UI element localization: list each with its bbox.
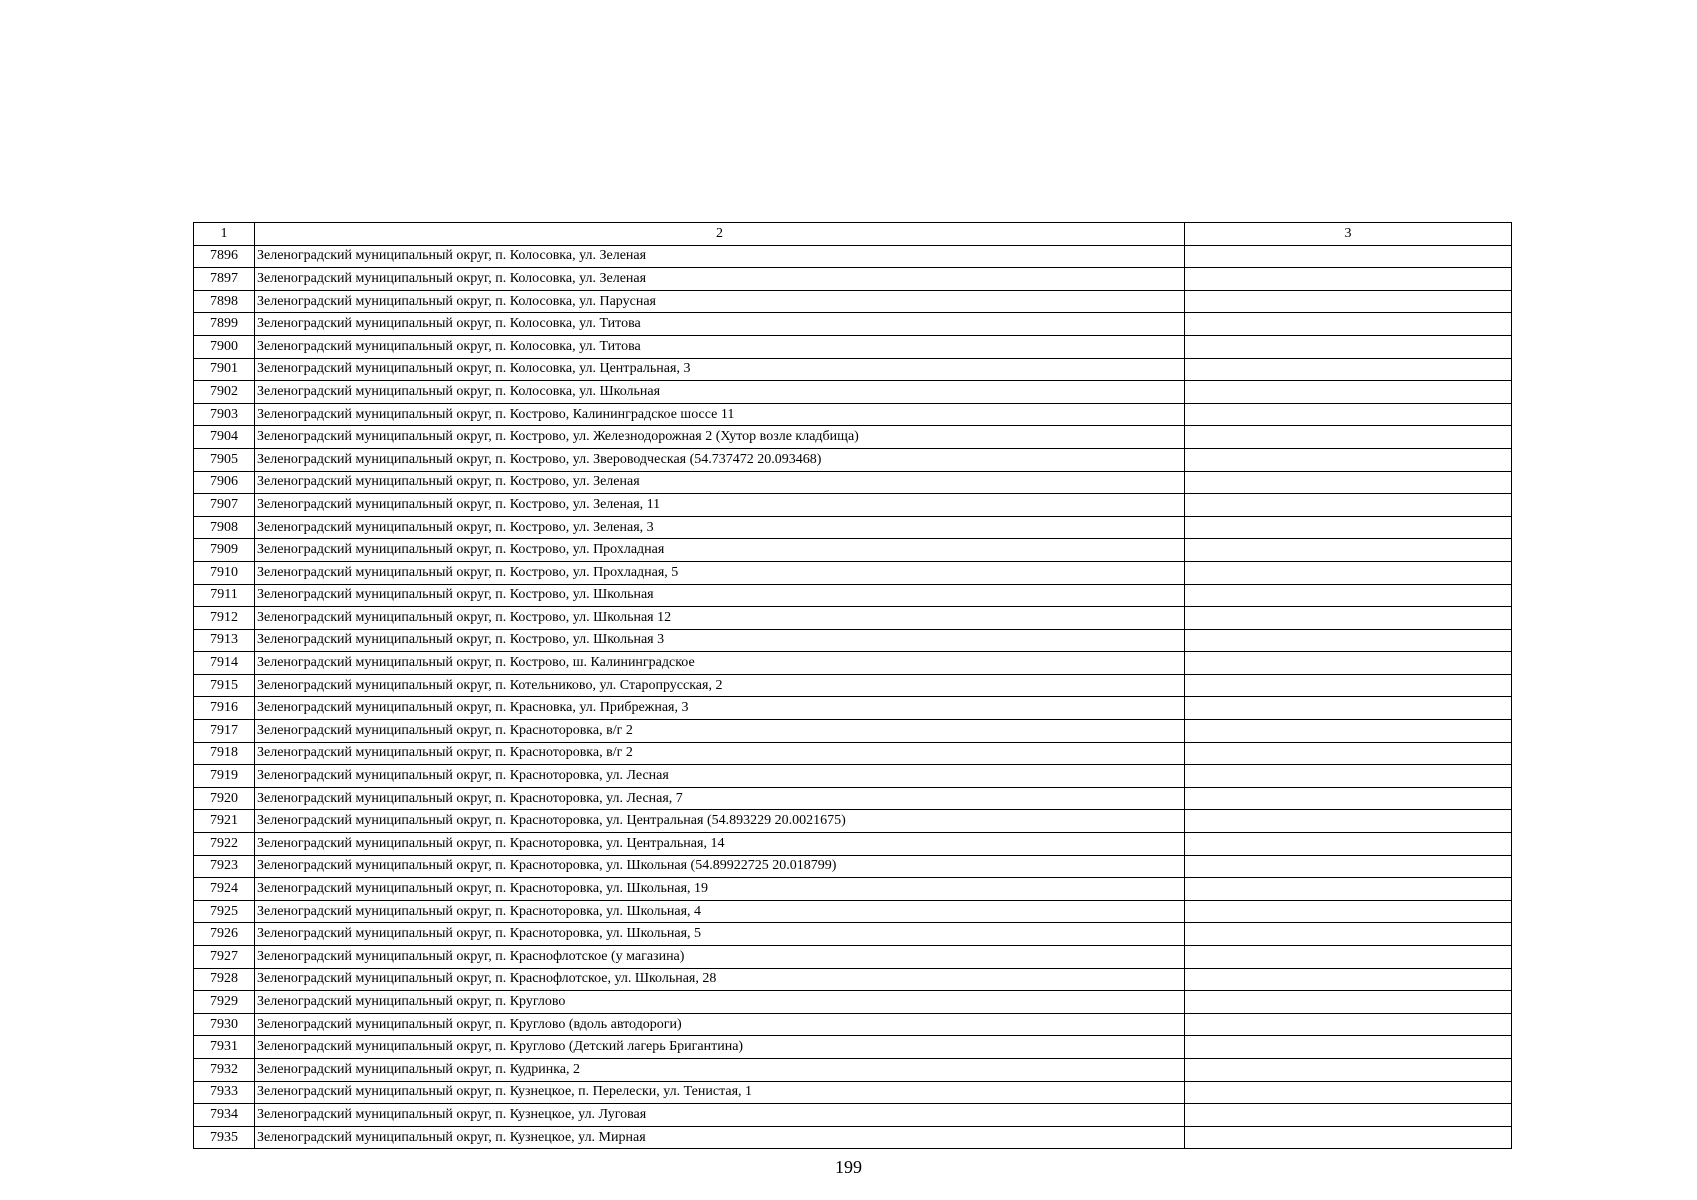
table-row: [194, 471, 1512, 494]
address-cell: Зеленоградский муниципальный округ, п. Кострово, ул. Железнодорожная 2 (Хутор возле кладбища): [255, 426, 1185, 449]
note-cell: [1185, 900, 1512, 923]
note-cell: [1185, 742, 1512, 765]
address-table: [193, 222, 1512, 1149]
row-number: 7913: [194, 629, 255, 652]
table-row: [194, 539, 1512, 562]
table-row: [194, 290, 1512, 313]
address-cell: Зеленоградский муниципальный округ, п. Краснофлотское, ул. Школьная, 28: [255, 968, 1185, 991]
address-cell: Зеленоградский муниципальный округ, п. Красновка, ул. Прибрежная, 3: [255, 697, 1185, 720]
row-number: 7898: [194, 290, 255, 313]
address-cell: Зеленоградский муниципальный округ, п. Кострово, ул. Школьная: [255, 584, 1185, 607]
row-number: 7924: [194, 878, 255, 901]
table-row: [194, 358, 1512, 381]
row-number: 7927: [194, 946, 255, 969]
note-cell: [1185, 765, 1512, 788]
column-header-3: 3: [1185, 223, 1512, 246]
table-row: [194, 1013, 1512, 1036]
note-cell: [1185, 1104, 1512, 1127]
row-number: 7907: [194, 494, 255, 517]
table-row: [194, 652, 1512, 675]
note-cell: [1185, 1058, 1512, 1081]
note-cell: [1185, 923, 1512, 946]
address-cell: Зеленоградский муниципальный округ, п. Кострово, ш. Калининградское: [255, 652, 1185, 675]
address-cell: Зеленоградский муниципальный округ, п. Красноторовка, в/г 2: [255, 720, 1185, 743]
row-number: 7908: [194, 516, 255, 539]
row-number: 7905: [194, 448, 255, 471]
note-cell: [1185, 787, 1512, 810]
row-number: 7933: [194, 1081, 255, 1104]
note-cell: [1185, 516, 1512, 539]
row-number: 7931: [194, 1036, 255, 1059]
address-cell: Зеленоградский муниципальный округ, п. Кострово, Калининградское шоссе 11: [255, 403, 1185, 426]
note-cell: [1185, 268, 1512, 291]
table-row: [194, 742, 1512, 765]
table-row: [194, 561, 1512, 584]
note-cell: [1185, 652, 1512, 675]
table-row: [194, 968, 1512, 991]
row-number: 7915: [194, 674, 255, 697]
address-cell: Зеленоградский муниципальный округ, п. Кудринка, 2: [255, 1058, 1185, 1081]
table-row: [194, 494, 1512, 517]
address-cell: Зеленоградский муниципальный округ, п. Круглово: [255, 991, 1185, 1014]
table-row: [194, 426, 1512, 449]
row-number: 7917: [194, 720, 255, 743]
table-row: [194, 448, 1512, 471]
table-row: [194, 1081, 1512, 1104]
table-row: [194, 833, 1512, 856]
row-number: 7919: [194, 765, 255, 788]
note-cell: [1185, 1081, 1512, 1104]
note-cell: [1185, 810, 1512, 833]
row-number: 7916: [194, 697, 255, 720]
address-cell: Зеленоградский муниципальный округ, п. Кострово, ул. Школьная 12: [255, 607, 1185, 630]
row-number: 7910: [194, 561, 255, 584]
note-cell: [1185, 358, 1512, 381]
row-number: 7926: [194, 923, 255, 946]
note-cell: [1185, 878, 1512, 901]
address-cell: Зеленоградский муниципальный округ, п. Круглово (Детский лагерь Бригантина): [255, 1036, 1185, 1059]
row-number: 7930: [194, 1013, 255, 1036]
note-cell: [1185, 403, 1512, 426]
column-header-2: 2: [255, 223, 1185, 246]
note-cell: [1185, 833, 1512, 856]
note-cell: [1185, 946, 1512, 969]
address-cell: Зеленоградский муниципальный округ, п. Колосовка, ул. Зеленая: [255, 268, 1185, 291]
note-cell: [1185, 471, 1512, 494]
table-row: [194, 765, 1512, 788]
note-cell: [1185, 313, 1512, 336]
table-row: [194, 991, 1512, 1014]
note-cell: [1185, 629, 1512, 652]
address-cell: Зеленоградский муниципальный округ, п. Кузнецкое, п. Перелески, ул. Тенистая, 1: [255, 1081, 1185, 1104]
table-row: [194, 923, 1512, 946]
note-cell: [1185, 290, 1512, 313]
note-cell: [1185, 1036, 1512, 1059]
table-row: [194, 1104, 1512, 1127]
note-cell: [1185, 991, 1512, 1014]
note-cell: [1185, 245, 1512, 268]
table-row: [194, 1126, 1512, 1149]
note-cell: [1185, 426, 1512, 449]
row-number: 7923: [194, 855, 255, 878]
table-row: [194, 607, 1512, 630]
address-cell: Зеленоградский муниципальный округ, п. Колосовка, ул. Титова: [255, 335, 1185, 358]
address-cell: Зеленоградский муниципальный округ, п. Кострово, ул. Прохладная: [255, 539, 1185, 562]
address-cell: Зеленоградский муниципальный округ, п. Котельниково, ул. Старопрусская, 2: [255, 674, 1185, 697]
row-number: 7909: [194, 539, 255, 562]
address-cell: Зеленоградский муниципальный округ, п. Колосовка, ул. Титова: [255, 313, 1185, 336]
address-cell: Зеленоградский муниципальный округ, п. Колосовка, ул. Центральная, 3: [255, 358, 1185, 381]
page-number: 199: [835, 1157, 862, 1177]
address-cell: Зеленоградский муниципальный округ, п. Круглово (вдоль автодороги): [255, 1013, 1185, 1036]
note-cell: [1185, 674, 1512, 697]
table-row: [194, 403, 1512, 426]
note-cell: [1185, 448, 1512, 471]
address-cell: Зеленоградский муниципальный округ, п. Красноторовка, ул. Центральная, 14: [255, 833, 1185, 856]
row-number: 7932: [194, 1058, 255, 1081]
row-number: 7921: [194, 810, 255, 833]
row-number: 7929: [194, 991, 255, 1014]
address-cell: Зеленоградский муниципальный округ, п. Краснофлотское (у магазина): [255, 946, 1185, 969]
table-row: [194, 787, 1512, 810]
row-number: 7903: [194, 403, 255, 426]
table-header-row: [194, 223, 1512, 246]
note-cell: [1185, 855, 1512, 878]
row-number: 7912: [194, 607, 255, 630]
address-cell: Зеленоградский муниципальный округ, п. Красноторовка, ул. Лесная, 7: [255, 787, 1185, 810]
table-row: [194, 381, 1512, 404]
address-cell: Зеленоградский муниципальный округ, п. Красноторовка, ул. Школьная (54.89922725 20.018799): [255, 855, 1185, 878]
row-number: 7899: [194, 313, 255, 336]
note-cell: [1185, 720, 1512, 743]
column-header-1: 1: [194, 223, 255, 246]
note-cell: [1185, 335, 1512, 358]
note-cell: [1185, 1126, 1512, 1149]
table-row: [194, 313, 1512, 336]
table-row: [194, 584, 1512, 607]
address-cell: Зеленоградский муниципальный округ, п. Кострово, ул. Зеленая: [255, 471, 1185, 494]
note-cell: [1185, 1013, 1512, 1036]
row-number: 7900: [194, 335, 255, 358]
address-cell: Зеленоградский муниципальный округ, п. Кострово, ул. Зеленая, 3: [255, 516, 1185, 539]
row-number: 7901: [194, 358, 255, 381]
table-row: [194, 268, 1512, 291]
table-row: [194, 629, 1512, 652]
row-number: 7925: [194, 900, 255, 923]
address-cell: Зеленоградский муниципальный округ, п. Кострово, ул. Зеленая, 11: [255, 494, 1185, 517]
address-cell: Зеленоградский муниципальный округ, п. Колосовка, ул. Школьная: [255, 381, 1185, 404]
address-cell: Зеленоградский муниципальный округ, п. Красноторовка, ул. Центральная (54.893229 20.0021675): [255, 810, 1185, 833]
row-number: 7934: [194, 1104, 255, 1127]
row-number: 7906: [194, 471, 255, 494]
address-cell: Зеленоградский муниципальный округ, п. Красноторовка, ул. Школьная, 19: [255, 878, 1185, 901]
note-cell: [1185, 968, 1512, 991]
table-row: [194, 1036, 1512, 1059]
address-cell: Зеленоградский муниципальный округ, п. Кузнецкое, ул. Мирная: [255, 1126, 1185, 1149]
address-cell: Зеленоградский муниципальный округ, п. Колосовка, ул. Парусная: [255, 290, 1185, 313]
table-row: [194, 674, 1512, 697]
note-cell: [1185, 494, 1512, 517]
note-cell: [1185, 697, 1512, 720]
table-row: [194, 720, 1512, 743]
table-row: [194, 900, 1512, 923]
row-number: 7896: [194, 245, 255, 268]
row-number: 7935: [194, 1126, 255, 1149]
table-body: [194, 245, 1512, 1149]
table-row: [194, 946, 1512, 969]
row-number: 7897: [194, 268, 255, 291]
address-cell: Зеленоградский муниципальный округ, п. Колосовка, ул. Зеленая: [255, 245, 1185, 268]
row-number: 7914: [194, 652, 255, 675]
address-cell: Зеленоградский муниципальный округ, п. Кузнецкое, ул. Луговая: [255, 1104, 1185, 1127]
note-cell: [1185, 607, 1512, 630]
note-cell: [1185, 381, 1512, 404]
address-cell: Зеленоградский муниципальный округ, п. Красноторовка, в/г 2: [255, 742, 1185, 765]
address-cell: Зеленоградский муниципальный округ, п. Кострово, ул. Школьная 3: [255, 629, 1185, 652]
table-row: [194, 878, 1512, 901]
table-row: [194, 855, 1512, 878]
row-number: 7911: [194, 584, 255, 607]
address-cell: Зеленоградский муниципальный округ, п. Кострово, ул. Прохладная, 5: [255, 561, 1185, 584]
table-row: [194, 810, 1512, 833]
row-number: 7902: [194, 381, 255, 404]
table-row: [194, 335, 1512, 358]
address-cell: Зеленоградский муниципальный округ, п. Красноторовка, ул. Лесная: [255, 765, 1185, 788]
row-number: 7922: [194, 833, 255, 856]
note-cell: [1185, 561, 1512, 584]
table-row: [194, 697, 1512, 720]
note-cell: [1185, 584, 1512, 607]
row-number: 7918: [194, 742, 255, 765]
table-row: [194, 516, 1512, 539]
table-row: [194, 245, 1512, 268]
note-cell: [1185, 539, 1512, 562]
table-row: [194, 1058, 1512, 1081]
row-number: 7920: [194, 787, 255, 810]
address-cell: Зеленоградский муниципальный округ, п. Красноторовка, ул. Школьная, 5: [255, 923, 1185, 946]
row-number: 7928: [194, 968, 255, 991]
row-number: 7904: [194, 426, 255, 449]
address-cell: Зеленоградский муниципальный округ, п. Красноторовка, ул. Школьная, 4: [255, 900, 1185, 923]
address-cell: Зеленоградский муниципальный округ, п. Кострово, ул. Звероводческая (54.737472 20.093468): [255, 448, 1185, 471]
